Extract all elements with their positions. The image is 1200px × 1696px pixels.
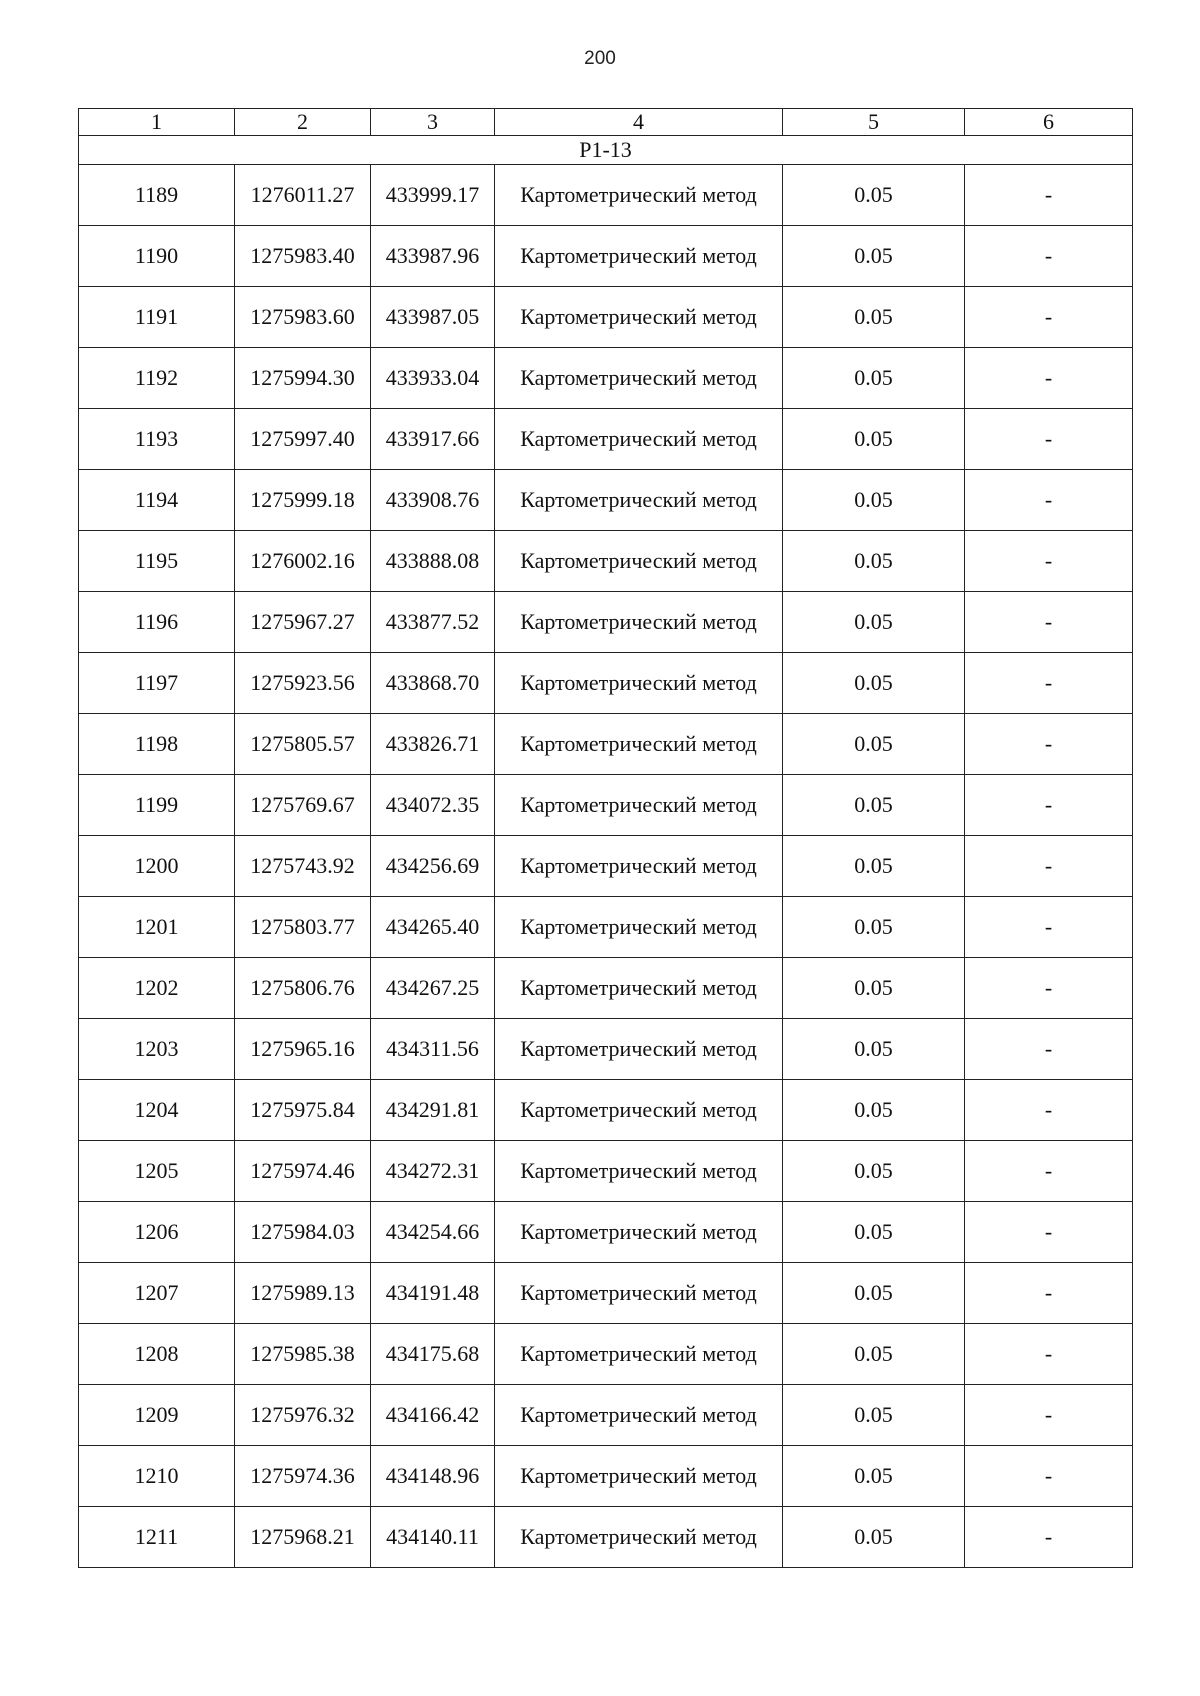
method-cell: Картометрический метод bbox=[495, 470, 783, 531]
note-cell: - bbox=[965, 1080, 1133, 1141]
x-coordinate-cell: 1275743.92 bbox=[235, 836, 371, 897]
accuracy-cell: 0.05 bbox=[783, 1019, 965, 1080]
method-cell: Картометрический метод bbox=[495, 226, 783, 287]
accuracy-cell: 0.05 bbox=[783, 1202, 965, 1263]
accuracy-cell: 0.05 bbox=[783, 1263, 965, 1324]
x-coordinate-cell: 1275974.46 bbox=[235, 1141, 371, 1202]
note-cell: - bbox=[965, 592, 1133, 653]
point-number-cell: 1210 bbox=[79, 1446, 235, 1507]
note-cell: - bbox=[965, 714, 1133, 775]
coordinates-table bbox=[78, 108, 1133, 1568]
y-coordinate-cell: 433933.04 bbox=[371, 348, 495, 409]
x-coordinate-cell: 1276011.27 bbox=[235, 165, 371, 226]
x-coordinate-cell: 1275967.27 bbox=[235, 592, 371, 653]
method-cell: Картометрический метод bbox=[495, 1202, 783, 1263]
note-cell: - bbox=[965, 409, 1133, 470]
note-cell: - bbox=[965, 1141, 1133, 1202]
point-number-cell: 1207 bbox=[79, 1263, 235, 1324]
table-row bbox=[79, 1080, 1133, 1141]
point-number-cell: 1189 bbox=[79, 165, 235, 226]
accuracy-cell: 0.05 bbox=[783, 653, 965, 714]
y-coordinate-cell: 433987.05 bbox=[371, 287, 495, 348]
note-cell: - bbox=[965, 1507, 1133, 1568]
y-coordinate-cell: 433868.70 bbox=[371, 653, 495, 714]
point-number-cell: 1209 bbox=[79, 1385, 235, 1446]
note-cell: - bbox=[965, 1202, 1133, 1263]
table-row bbox=[79, 287, 1133, 348]
note-cell: - bbox=[965, 287, 1133, 348]
table-row bbox=[79, 958, 1133, 1019]
x-coordinate-cell: 1275805.57 bbox=[235, 714, 371, 775]
table-row bbox=[79, 470, 1133, 531]
table-row bbox=[79, 1385, 1133, 1446]
table-row bbox=[79, 1202, 1133, 1263]
accuracy-cell: 0.05 bbox=[783, 470, 965, 531]
column-header-2: 2 bbox=[235, 109, 371, 136]
page-number: 200 bbox=[584, 48, 616, 69]
y-coordinate-cell: 434256.69 bbox=[371, 836, 495, 897]
x-coordinate-cell: 1275997.40 bbox=[235, 409, 371, 470]
table-row bbox=[79, 348, 1133, 409]
note-cell: - bbox=[965, 226, 1133, 287]
y-coordinate-cell: 434311.56 bbox=[371, 1019, 495, 1080]
y-coordinate-cell: 433826.71 bbox=[371, 714, 495, 775]
point-number-cell: 1191 bbox=[79, 287, 235, 348]
y-coordinate-cell: 433987.96 bbox=[371, 226, 495, 287]
accuracy-cell: 0.05 bbox=[783, 409, 965, 470]
x-coordinate-cell: 1275983.60 bbox=[235, 287, 371, 348]
table-row bbox=[79, 531, 1133, 592]
accuracy-cell: 0.05 bbox=[783, 714, 965, 775]
table-row bbox=[79, 897, 1133, 958]
accuracy-cell: 0.05 bbox=[783, 348, 965, 409]
method-cell: Картометрический метод bbox=[495, 531, 783, 592]
x-coordinate-cell: 1275999.18 bbox=[235, 470, 371, 531]
x-coordinate-cell: 1275968.21 bbox=[235, 1507, 371, 1568]
y-coordinate-cell: 433917.66 bbox=[371, 409, 495, 470]
note-cell: - bbox=[965, 531, 1133, 592]
method-cell: Картометрический метод bbox=[495, 1141, 783, 1202]
column-header-6: 6 bbox=[965, 109, 1133, 136]
point-number-cell: 1206 bbox=[79, 1202, 235, 1263]
method-cell: Картометрический метод bbox=[495, 958, 783, 1019]
y-coordinate-cell: 433888.08 bbox=[371, 531, 495, 592]
table-row bbox=[79, 714, 1133, 775]
method-cell: Картометрический метод bbox=[495, 1080, 783, 1141]
point-number-cell: 1197 bbox=[79, 653, 235, 714]
header-row bbox=[79, 109, 1133, 136]
method-cell: Картометрический метод bbox=[495, 1019, 783, 1080]
method-cell: Картометрический метод bbox=[495, 165, 783, 226]
y-coordinate-cell: 434072.35 bbox=[371, 775, 495, 836]
table-row bbox=[79, 226, 1133, 287]
point-number-cell: 1198 bbox=[79, 714, 235, 775]
note-cell: - bbox=[965, 775, 1133, 836]
point-number-cell: 1190 bbox=[79, 226, 235, 287]
point-number-cell: 1211 bbox=[79, 1507, 235, 1568]
method-cell: Картометрический метод bbox=[495, 1385, 783, 1446]
point-number-cell: 1204 bbox=[79, 1080, 235, 1141]
y-coordinate-cell: 434272.31 bbox=[371, 1141, 495, 1202]
column-header-1: 1 bbox=[79, 109, 235, 136]
method-cell: Картометрический метод bbox=[495, 592, 783, 653]
y-coordinate-cell: 434291.81 bbox=[371, 1080, 495, 1141]
method-cell: Картометрический метод bbox=[495, 714, 783, 775]
x-coordinate-cell: 1275965.16 bbox=[235, 1019, 371, 1080]
y-coordinate-cell: 434166.42 bbox=[371, 1385, 495, 1446]
method-cell: Картометрический метод bbox=[495, 1446, 783, 1507]
point-number-cell: 1194 bbox=[79, 470, 235, 531]
accuracy-cell: 0.05 bbox=[783, 1446, 965, 1507]
method-cell: Картометрический метод bbox=[495, 653, 783, 714]
accuracy-cell: 0.05 bbox=[783, 836, 965, 897]
table-row bbox=[79, 1019, 1133, 1080]
table-row bbox=[79, 775, 1133, 836]
method-cell: Картометрический метод bbox=[495, 897, 783, 958]
method-cell: Картометрический метод bbox=[495, 836, 783, 897]
note-cell: - bbox=[965, 470, 1133, 531]
column-header-4: 4 bbox=[495, 109, 783, 136]
x-coordinate-cell: 1275803.77 bbox=[235, 897, 371, 958]
table-row bbox=[79, 1263, 1133, 1324]
y-coordinate-cell: 434265.40 bbox=[371, 897, 495, 958]
method-cell: Картометрический метод bbox=[495, 1324, 783, 1385]
column-header-5: 5 bbox=[783, 109, 965, 136]
method-cell: Картометрический метод bbox=[495, 287, 783, 348]
point-number-cell: 1203 bbox=[79, 1019, 235, 1080]
table-row bbox=[79, 1446, 1133, 1507]
note-cell: - bbox=[965, 1324, 1133, 1385]
note-cell: - bbox=[965, 1446, 1133, 1507]
y-coordinate-cell: 434267.25 bbox=[371, 958, 495, 1019]
x-coordinate-cell: 1275989.13 bbox=[235, 1263, 371, 1324]
table-row bbox=[79, 1324, 1133, 1385]
point-number-cell: 1193 bbox=[79, 409, 235, 470]
y-coordinate-cell: 434140.11 bbox=[371, 1507, 495, 1568]
note-cell: - bbox=[965, 1263, 1133, 1324]
y-coordinate-cell: 433908.76 bbox=[371, 470, 495, 531]
section-row bbox=[79, 136, 1133, 165]
note-cell: - bbox=[965, 836, 1133, 897]
note-cell: - bbox=[965, 1385, 1133, 1446]
point-number-cell: 1208 bbox=[79, 1324, 235, 1385]
x-coordinate-cell: 1275923.56 bbox=[235, 653, 371, 714]
y-coordinate-cell: 434175.68 bbox=[371, 1324, 495, 1385]
x-coordinate-cell: 1275806.76 bbox=[235, 958, 371, 1019]
x-coordinate-cell: 1275984.03 bbox=[235, 1202, 371, 1263]
y-coordinate-cell: 434148.96 bbox=[371, 1446, 495, 1507]
accuracy-cell: 0.05 bbox=[783, 287, 965, 348]
table-row bbox=[79, 409, 1133, 470]
x-coordinate-cell: 1275985.38 bbox=[235, 1324, 371, 1385]
column-header-3: 3 bbox=[371, 109, 495, 136]
table-row bbox=[79, 1507, 1133, 1568]
point-number-cell: 1201 bbox=[79, 897, 235, 958]
point-number-cell: 1192 bbox=[79, 348, 235, 409]
method-cell: Картометрический метод bbox=[495, 775, 783, 836]
accuracy-cell: 0.05 bbox=[783, 1080, 965, 1141]
table-body bbox=[79, 109, 1133, 1568]
point-number-cell: 1202 bbox=[79, 958, 235, 1019]
accuracy-cell: 0.05 bbox=[783, 592, 965, 653]
note-cell: - bbox=[965, 653, 1133, 714]
y-coordinate-cell: 434254.66 bbox=[371, 1202, 495, 1263]
point-number-cell: 1199 bbox=[79, 775, 235, 836]
x-coordinate-cell: 1275994.30 bbox=[235, 348, 371, 409]
y-coordinate-cell: 433999.17 bbox=[371, 165, 495, 226]
y-coordinate-cell: 434191.48 bbox=[371, 1263, 495, 1324]
accuracy-cell: 0.05 bbox=[783, 165, 965, 226]
x-coordinate-cell: 1276002.16 bbox=[235, 531, 371, 592]
x-coordinate-cell: 1275976.32 bbox=[235, 1385, 371, 1446]
accuracy-cell: 0.05 bbox=[783, 1385, 965, 1446]
note-cell: - bbox=[965, 348, 1133, 409]
accuracy-cell: 0.05 bbox=[783, 1141, 965, 1202]
method-cell: Картометрический метод bbox=[495, 409, 783, 470]
table-row bbox=[79, 592, 1133, 653]
x-coordinate-cell: 1275983.40 bbox=[235, 226, 371, 287]
accuracy-cell: 0.05 bbox=[783, 958, 965, 1019]
note-cell: - bbox=[965, 897, 1133, 958]
table-row bbox=[79, 165, 1133, 226]
method-cell: Картометрический метод bbox=[495, 1263, 783, 1324]
table-row bbox=[79, 836, 1133, 897]
point-number-cell: 1195 bbox=[79, 531, 235, 592]
accuracy-cell: 0.05 bbox=[783, 1507, 965, 1568]
note-cell: - bbox=[965, 165, 1133, 226]
section-title: Р1-13 bbox=[79, 136, 1133, 165]
y-coordinate-cell: 433877.52 bbox=[371, 592, 495, 653]
point-number-cell: 1196 bbox=[79, 592, 235, 653]
accuracy-cell: 0.05 bbox=[783, 226, 965, 287]
x-coordinate-cell: 1275975.84 bbox=[235, 1080, 371, 1141]
point-number-cell: 1200 bbox=[79, 836, 235, 897]
x-coordinate-cell: 1275769.67 bbox=[235, 775, 371, 836]
method-cell: Картометрический метод bbox=[495, 348, 783, 409]
accuracy-cell: 0.05 bbox=[783, 1324, 965, 1385]
x-coordinate-cell: 1275974.36 bbox=[235, 1446, 371, 1507]
table-row bbox=[79, 653, 1133, 714]
accuracy-cell: 0.05 bbox=[783, 775, 965, 836]
accuracy-cell: 0.05 bbox=[783, 897, 965, 958]
method-cell: Картометрический метод bbox=[495, 1507, 783, 1568]
table-row bbox=[79, 1141, 1133, 1202]
note-cell: - bbox=[965, 958, 1133, 1019]
note-cell: - bbox=[965, 1019, 1133, 1080]
point-number-cell: 1205 bbox=[79, 1141, 235, 1202]
accuracy-cell: 0.05 bbox=[783, 531, 965, 592]
